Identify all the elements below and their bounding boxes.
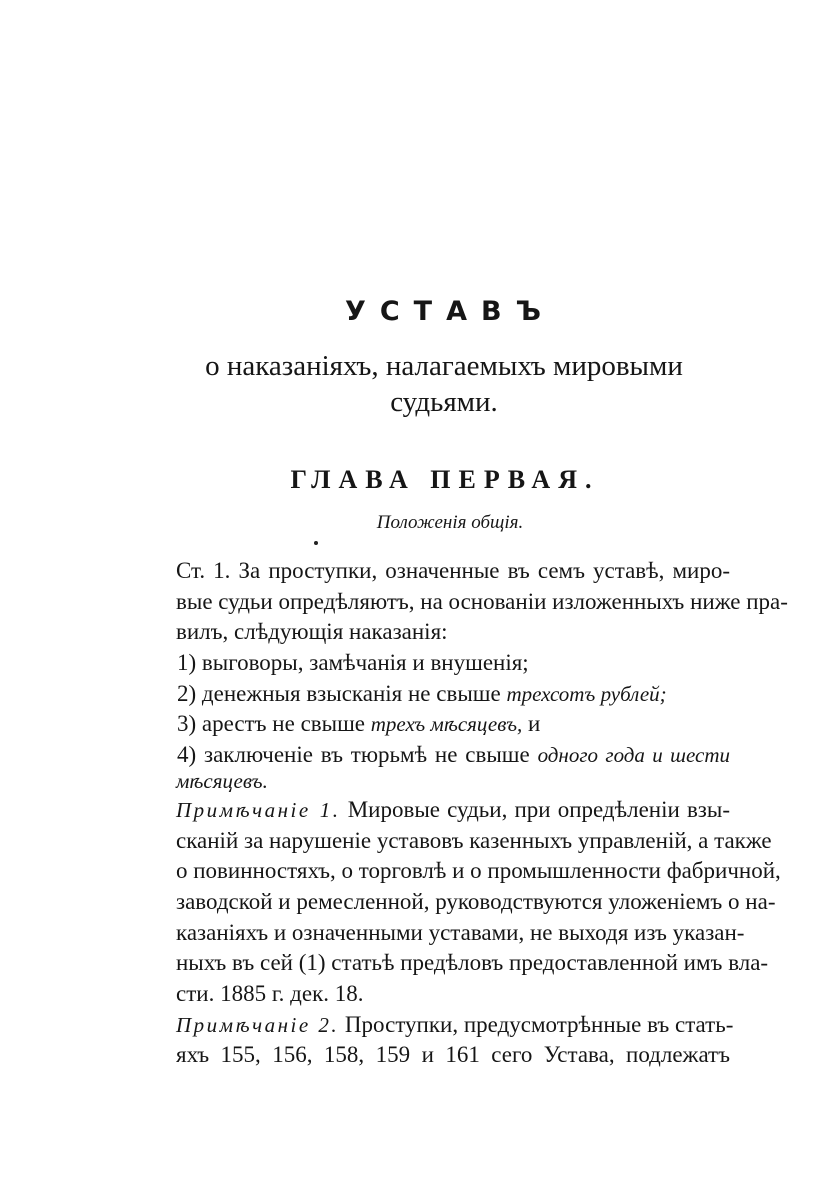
item-2-italic: трехсотъ рублей; bbox=[506, 682, 667, 706]
note-1-line-1-text: Мировые судьи, при опредѣленіи взы- bbox=[340, 797, 730, 822]
item-4-cont-italic: мѣсяцевъ. bbox=[176, 769, 268, 793]
note-2-line-2: яхъ 155, 156, 158, 159 и 161 сего Устава, подлежатъ bbox=[176, 1042, 730, 1067]
document-title: УСТАВЪ bbox=[345, 296, 555, 327]
article-1-item-1: 1) выговоры, замѣчанія и внушенія; bbox=[177, 650, 529, 675]
note-1-line-4: заводской и ремесленной, руководствуются уложеніемъ о на- bbox=[176, 889, 776, 914]
article-1-line-2: вые судьи опредѣляютъ, на основаніи изложенныхъ ниже пра- bbox=[176, 589, 788, 614]
note-1-line-6: ныхъ въ сей (1) статьѣ предѣловъ предоставленной имъ вла- bbox=[176, 950, 769, 975]
document-subtitle bbox=[0, 348, 840, 420]
subtitle-line-1: о наказаніяхъ, налагаемыхъ мировыми bbox=[205, 350, 683, 382]
note-2-line-1-text: Проступки, предусмотрѣнные въ стать- bbox=[339, 1012, 734, 1037]
article-1-item-2 bbox=[177, 679, 730, 709]
section-heading: Положенія общія. bbox=[376, 512, 524, 533]
article-1-line-3: вилъ, слѣдующія наказанія: bbox=[176, 619, 448, 644]
article-1-line-1: Ст. 1. За проступки, означенные въ семъ уставѣ, миро- bbox=[176, 558, 730, 583]
item-2-text: 2) денежныя взысканія не свыше bbox=[177, 681, 507, 706]
note-2-label: Примѣчаніе 2. bbox=[176, 1013, 340, 1037]
note-1-line-7: сти. 1885 г. дек. 18. bbox=[176, 981, 364, 1006]
subtitle-line-2: судьями. bbox=[390, 386, 498, 418]
note-1-line-1 bbox=[176, 795, 730, 825]
note-1-label: Примѣчаніе 1. bbox=[176, 798, 341, 822]
article-1-item-4-cont bbox=[176, 766, 730, 796]
item-3-italic: трехъ мѣсяцевъ, bbox=[370, 712, 523, 736]
ink-speck bbox=[314, 541, 318, 545]
note-1-line-5: казаніяхъ и означенными уставами, не выходя изъ указан- bbox=[176, 920, 745, 945]
item-4-text: 4) заключеніе въ тюрьмѣ не свыше bbox=[177, 742, 538, 767]
note-1-line-3: о повинностяхъ, о торговлѣ и о промышленности фабричной, bbox=[176, 858, 781, 883]
note-2-line-1 bbox=[176, 1010, 734, 1040]
note-1-line-2: сканій за нарушеніе уставовъ казенныхъ управленій, а также bbox=[176, 828, 772, 853]
chapter-heading: ГЛАВА ПЕРВАЯ. bbox=[290, 465, 600, 494]
item-3-tail: и bbox=[522, 711, 541, 736]
item-4-italic: одного года и шести bbox=[537, 743, 730, 767]
item-3-text: 3) арестъ не свыше bbox=[177, 711, 371, 736]
article-1-item-3 bbox=[177, 709, 730, 739]
